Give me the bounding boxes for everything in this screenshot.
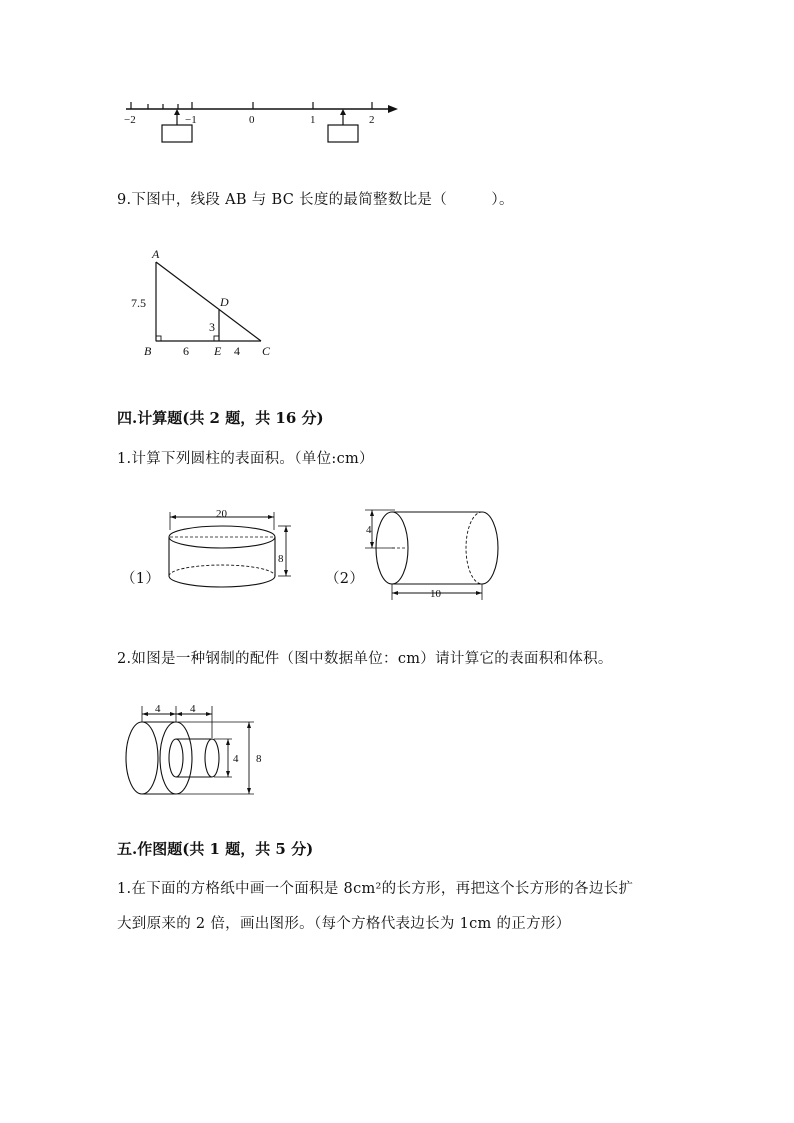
length-ab-label: 7.5 xyxy=(131,296,146,310)
point-label-e: E xyxy=(214,344,222,358)
tick-label: −1 xyxy=(185,114,197,126)
cylinder-figure-2 xyxy=(360,500,510,605)
number-line-figure xyxy=(118,96,403,148)
point-label-a: A xyxy=(152,247,160,261)
small-diameter-label: 4 xyxy=(233,753,239,765)
width-1-label: 4 xyxy=(155,703,161,715)
radius-label: 4 xyxy=(366,524,372,536)
steel-part-figure xyxy=(118,698,278,801)
section-5-q1-line1: 1.在下面的方格纸中画一个面积是 8cm²的长方形，再把这个长方形的各边长扩 xyxy=(117,881,634,897)
tick-label: 2 xyxy=(369,114,375,126)
tick-label: −2 xyxy=(124,114,136,126)
section-4-q1-text: 1.计算下列圆柱的表面积。（单位:cm） xyxy=(117,451,374,467)
question-9-text: 9.下图中，线段 AB 与 BC 长度的最简整数比是（ ）。 xyxy=(117,192,514,208)
point-label-c: C xyxy=(262,344,271,358)
point-label-d: D xyxy=(220,295,229,309)
length-label: 10 xyxy=(430,588,441,600)
diameter-label: 20 xyxy=(216,508,227,520)
answer-box xyxy=(328,125,358,142)
figure-1-label: （1） xyxy=(121,571,161,587)
width-2-label: 4 xyxy=(190,703,196,715)
section-4-q2-text: 2.如图是一种钢制的配件（图中数据单位：cm）请计算它的表面积和体积。 xyxy=(117,651,613,667)
length-de-label: 3 xyxy=(209,320,215,334)
length-ec-label: 4 xyxy=(234,344,240,358)
triangle-figure xyxy=(125,243,280,363)
cylinder-figure-1 xyxy=(160,500,300,600)
section-4-heading: 四.计算题(共 2 题，共 16 分) xyxy=(117,409,324,427)
tick-label: 1 xyxy=(310,114,316,126)
length-be-label: 6 xyxy=(183,344,189,358)
tick-label: 0 xyxy=(249,114,255,126)
large-diameter-label: 8 xyxy=(256,753,262,765)
answer-box xyxy=(162,125,192,142)
section-5-heading: 五.作图题(共 1 题，共 5 分) xyxy=(117,840,314,858)
point-label-b: B xyxy=(144,344,152,358)
section-5-q1-line2: 大到原来的 2 倍，画出图形。（每个方格代表边长为 1cm 的正方形） xyxy=(117,916,571,932)
height-label: 8 xyxy=(278,553,284,565)
figure-2-label: （2） xyxy=(325,571,365,587)
